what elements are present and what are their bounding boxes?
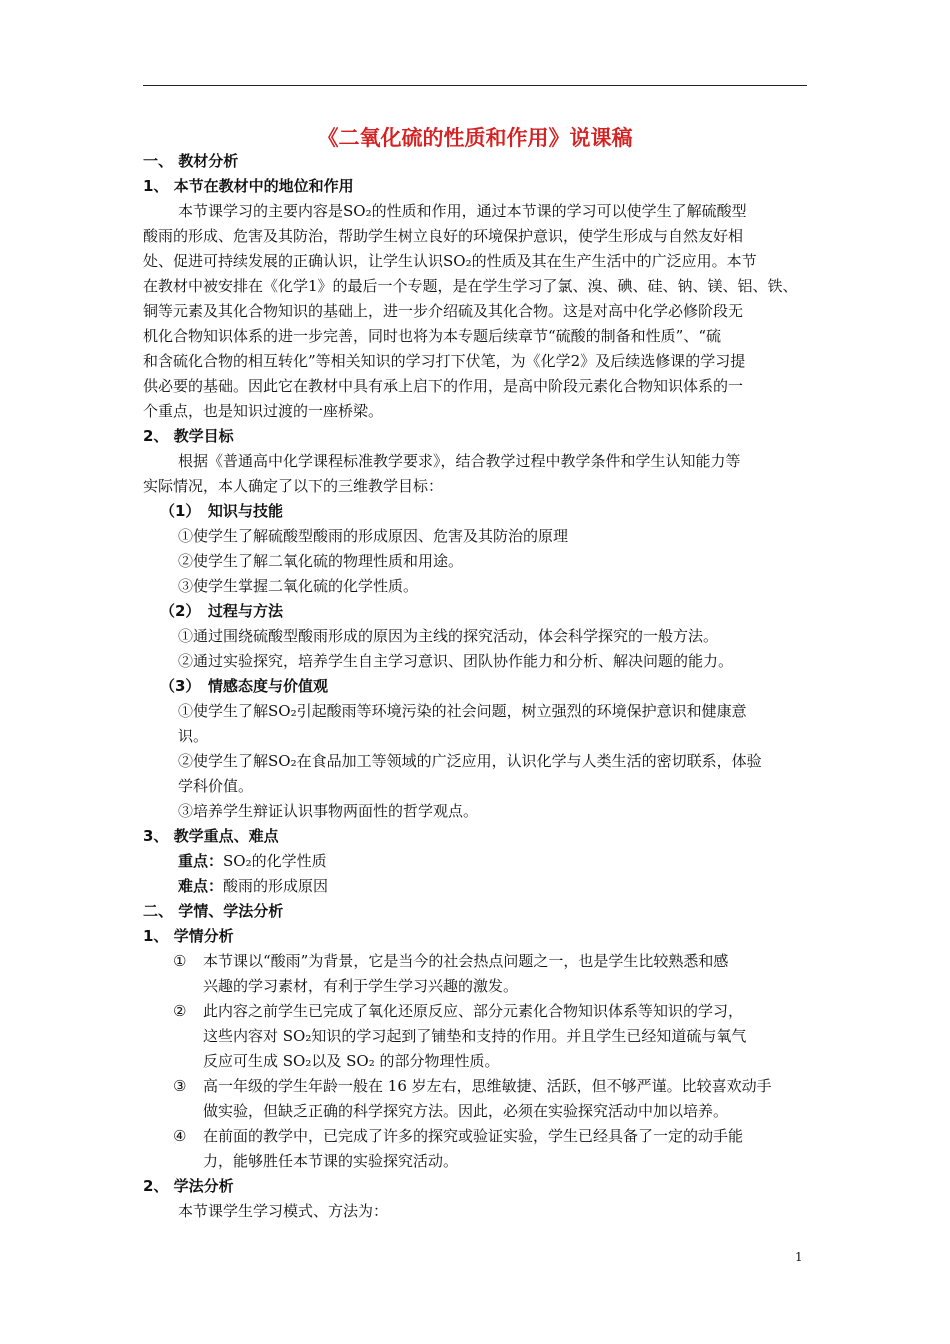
paragraph-line: 本节课学习的主要内容是SO₂的性质和作用，通过本节课的学习可以使学生了解硫酸型 bbox=[178, 202, 747, 220]
paragraph-line: 本节课学生学习模式、方法为： bbox=[178, 1202, 389, 1220]
goal-item: ③使学生掌握二氧化硫的化学性质。 bbox=[178, 577, 419, 595]
list-item-number: ② bbox=[173, 1002, 187, 1020]
difficult-point-text: 酸雨的形成原因 bbox=[223, 877, 329, 895]
goal-heading-2: （2） 过程与方法 bbox=[160, 602, 283, 620]
paragraph-line: 酸雨的形成、危害及其防治，帮助学生树立良好的环境保护意识，使学生形成与自然友好相 bbox=[143, 227, 744, 245]
list-item-line: 反应可生成 SO₂以及 SO₂ 的部分物理性质。 bbox=[203, 1052, 500, 1070]
goal-item: ②使学生了解SO₂在食品加工等领域的广泛应用，认识化学与人类生活的密切联系，体验 bbox=[178, 752, 762, 770]
paragraph-line: 和含硫化合物的相互转化”等相关知识的学习打下伏笔，为《化学2》及后续选修课的学习提 bbox=[143, 352, 746, 370]
paragraph-line: 在教材中被安排在《化学1》的最后一个专题，是在学生学习了氯、溴、碘、硅、钠、镁、铝、铁、 bbox=[143, 277, 798, 295]
subheading-1-3: 3、 教学重点、难点 bbox=[143, 827, 279, 845]
goal-item: ①使学生了解硫酸型酸雨的形成原因、危害及其防治的原理 bbox=[178, 527, 569, 545]
goal-item: 识。 bbox=[178, 727, 209, 745]
subheading-2-2: 2、 学法分析 bbox=[143, 1177, 234, 1195]
list-item-number: ③ bbox=[173, 1077, 187, 1095]
list-item-line: 兴趣的学习素材，有利于学生学习兴趣的激发。 bbox=[203, 977, 519, 995]
goal-item: ①通过围绕硫酸型酸雨形成的原因为主线的探究活动，体会科学探究的一般方法。 bbox=[178, 627, 719, 645]
list-item-line: 本节课以“酸雨”为背景，它是当今的社会热点问题之一，也是学生比较熟悉和感 bbox=[203, 952, 729, 970]
goal-item: ②通过实验探究，培养学生自主学习意识、团队协作能力和分析、解决问题的能力。 bbox=[178, 652, 734, 670]
list-item-number: ① bbox=[173, 952, 187, 970]
page-title: 《二氧化硫的性质和作用》说课稿 bbox=[317, 126, 633, 150]
goal-item: 学科价值。 bbox=[178, 777, 254, 795]
list-item-number: ④ bbox=[173, 1127, 187, 1145]
section-heading-2: 二、 学情、学法分析 bbox=[143, 902, 284, 920]
section-heading-1: 一、 教材分析 bbox=[143, 152, 239, 170]
list-item-line: 做实验，但缺乏正确的科学探究方法。因此，必须在实验探究活动中加以培养。 bbox=[203, 1102, 729, 1120]
difficult-point bbox=[178, 877, 328, 895]
goal-item: ②使学生了解二氧化硫的物理性质和用途。 bbox=[178, 552, 464, 570]
subheading-1-1: 1、 本节在教材中的地位和作用 bbox=[143, 177, 354, 195]
subheading-2-1: 1、 学情分析 bbox=[143, 927, 234, 945]
goal-heading-1: （1） 知识与技能 bbox=[160, 502, 283, 520]
list-item-line: 力，能够胜任本节课的实验探究活动。 bbox=[203, 1152, 459, 1170]
paragraph-line: 机化合物知识体系的进一步完善，同时也将为本专题后续章节“硫酸的制备和性质”、“硫 bbox=[143, 327, 722, 345]
header-rule bbox=[143, 85, 807, 86]
goal-item: ③培养学生辩证认识事物两面性的哲学观点。 bbox=[178, 802, 479, 820]
paragraph-line: 个重点，也是知识过渡的一座桥梁。 bbox=[143, 402, 384, 420]
key-point-text: SO₂的化学性质 bbox=[223, 852, 327, 870]
list-item-line: 高一年级的学生年龄一般在 16 岁左右，思维敏捷、活跃，但不够严谨。比较喜欢动手 bbox=[203, 1077, 772, 1095]
page-number: 1 bbox=[795, 1250, 803, 1264]
goal-item: ①使学生了解SO₂引起酸雨等环境污染的社会问题，树立强烈的环境保护意识和健康意 bbox=[178, 702, 747, 720]
paragraph-line: 根据《普通高中化学课程标准教学要求》，结合教学过程中教学条件和学生认知能力等 bbox=[178, 452, 741, 470]
subheading-1-2: 2、 教学目标 bbox=[143, 427, 234, 445]
difficult-point-label: 难点： bbox=[178, 877, 224, 895]
key-point-label: 重点： bbox=[178, 852, 224, 870]
paragraph-line: 实际情况，本人确定了以下的三维教学目标： bbox=[143, 477, 444, 495]
list-item-line: 在前面的教学中，已完成了许多的探究或验证实验，学生已经具备了一定的动手能 bbox=[203, 1127, 744, 1145]
paragraph-line: 铜等元素及其化合物知识的基础上，进一步介绍硫及其化合物。这是对高中化学必修阶段无 bbox=[143, 302, 744, 320]
list-item-line: 这些内容对 SO₂知识的学习起到了铺垫和支持的作用。并且学生已经知道硫与氧气 bbox=[203, 1027, 747, 1045]
goal-heading-3: （3） 情感态度与价值观 bbox=[160, 677, 328, 695]
paragraph-line: 供必要的基础。因此它在教材中具有承上启下的作用，是高中阶段元素化合物知识体系的一 bbox=[143, 377, 744, 395]
key-point bbox=[178, 852, 327, 870]
list-item-line: 此内容之前学生已完成了氧化还原反应、部分元素化合物知识体系等知识的学习， bbox=[203, 1002, 744, 1020]
paragraph-line: 处、促进可持续发展的正确认识，让学生认识SO₂的性质及其在生产生活中的广泛应用。本节 bbox=[143, 252, 757, 270]
